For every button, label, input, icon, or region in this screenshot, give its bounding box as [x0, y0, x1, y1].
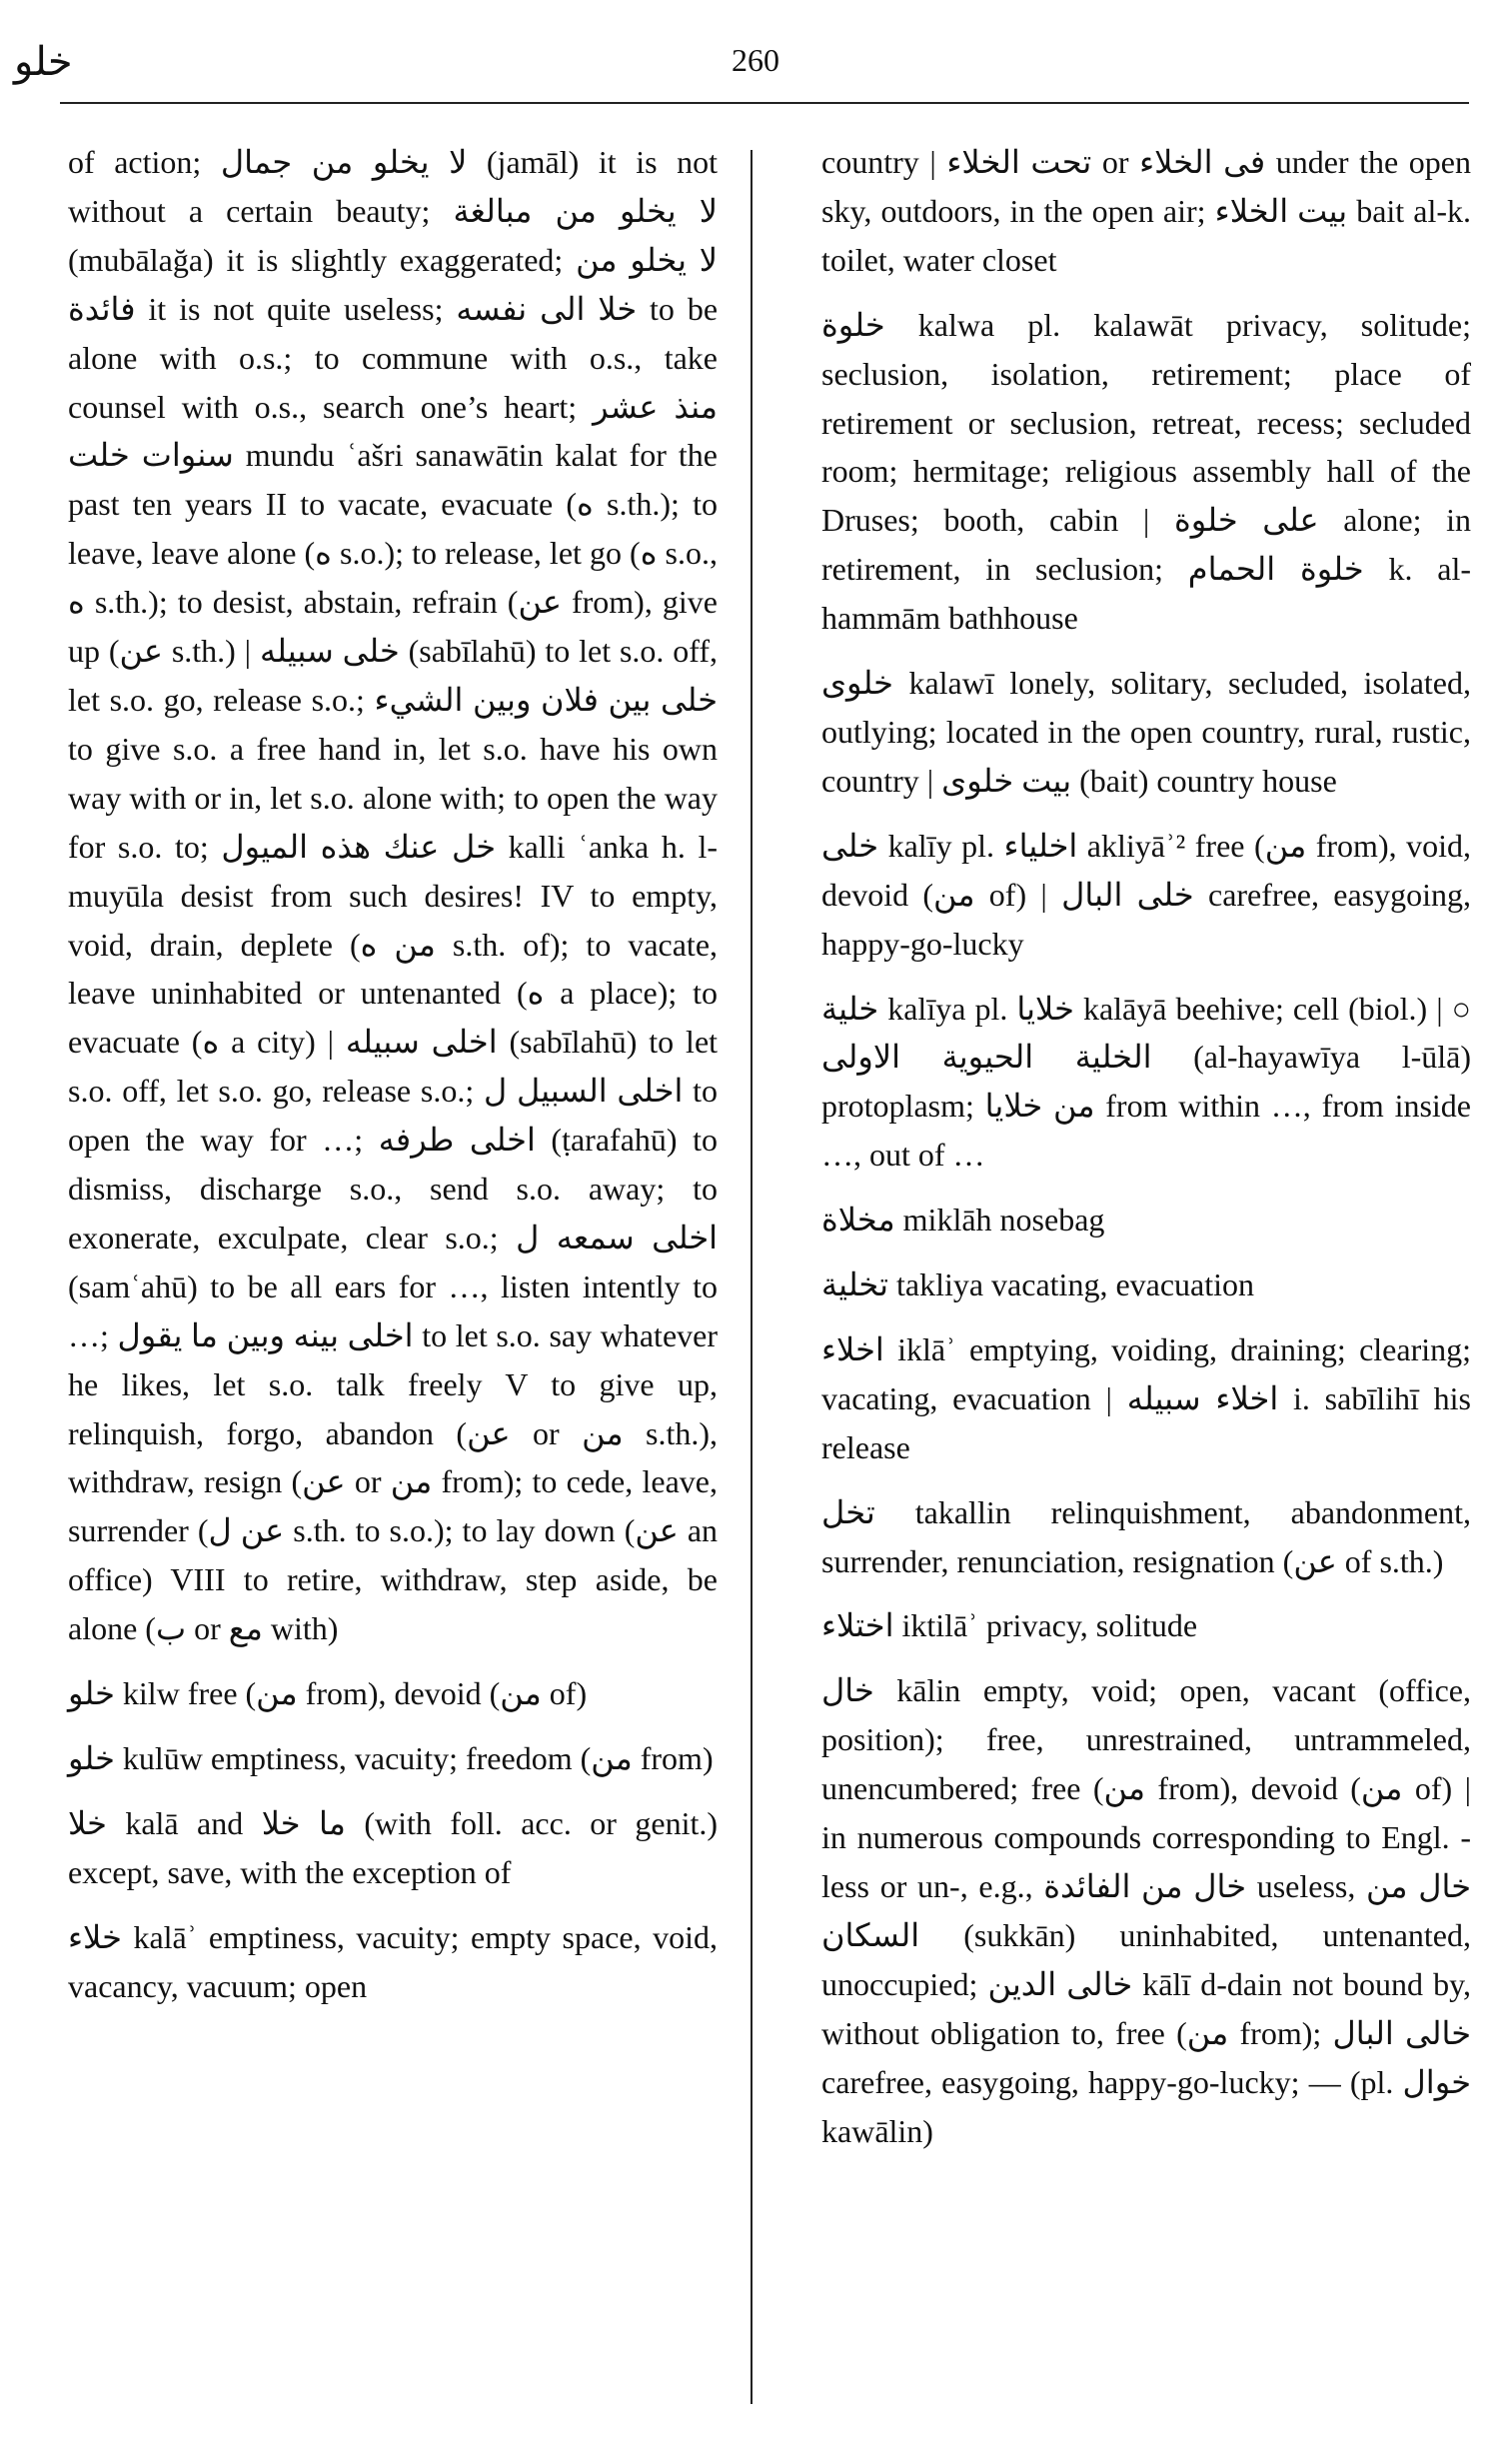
entry-text: country | تحت الخلاء or فى الخلاء under the open sky, outdoors, in the open air; بيت الخلاء bait al-k. toilet, water closet	[821, 144, 1472, 278]
dictionary-entry	[821, 1260, 1471, 1309]
dictionary-entry	[68, 1669, 718, 1718]
header-rule	[60, 102, 1469, 104]
entry-text: خلوى kalawī lonely, solitary, secluded, isolated, outlying; located in the open country, rural, rustic, country | بيت خلوى (bait) country house	[821, 665, 1471, 799]
page-number: 260	[732, 42, 779, 78]
dictionary-entry	[821, 1325, 1471, 1472]
entry-text: خلا kalā and ما خلا (with foll. acc. or genit.) except, save, with the exception of	[68, 1804, 719, 1890]
dictionary-entry	[821, 822, 1471, 969]
entry-text: خلية kalīya pl. خلايا kalāyā beehive; cell (biol.) | ○ الخلية الحيوية الاولى (al-hayawīya l-ūlā) protoplasm; من خلايا from within …, from inside …, out of …	[821, 990, 1472, 1174]
entry-text: اختلاء iktilāʾ privacy, solitude	[821, 1607, 1198, 1644]
entry-text: تخلية takliya vacating, evacuation	[821, 1266, 1255, 1303]
entry-text: مخلاة miklāh nosebag	[821, 1202, 1105, 1238]
column-divider	[751, 150, 753, 2404]
dictionary-entry	[821, 138, 1471, 285]
entry-text: تخل takallin relinquishment, abandonment, surrender, renunciation, resignation (عن of s.th.)	[821, 1493, 1471, 1579]
dictionary-entry	[821, 1488, 1471, 1586]
left-column	[68, 138, 718, 2011]
dictionary-entry	[821, 1666, 1471, 2155]
dictionary-entry	[821, 301, 1471, 643]
entry-text: of action; لا يخلو من جمال (jamāl) it is not without a certain beauty; لا يخلو من مبالغة (mubālağa) it is slightly exaggerated; لا يخلو من فائدة it is not quite useless; خلا الى نفسه to be alone with o.s.; to commune with o.s., take counsel with o.s., search one’s heart; منذ عشر سنوات خلت mundu ʿašri sanawātin kalat for the past ten years II to vacate, evacuate (ه s.th.); to leave, leave alone (ه s.o.); to release, let go (ه s.o., ه s.th.); to desist, abstain, refrain (عن from), give up (عن s.th.) | خلى سبيله (sabīlahū) to let s.o. off, let s.o. go, release s.o.; خلى بين فلان وبين الشيء to give s.o. a free hand in, let s.o. have his own way with or in, let s.o. alone with; to open the way for s.o. to; خل عنك هذه الميول kalli ʿanka h. l-muyūla desist from such desires! IV to empty, void, drain, deplete (من ه s.th. of); to vacate, leave uninhabited or untenanted (ه a place); to evacuate (ه a city) | اخلى سبيله (sabīlahū) to let s.o. off, let s.o. go, release s.o.; اخلى السبيل ل to open the way for …; اخلى طرفه (ṭarafahū) to dismiss, discharge s.o., send s.o. away; to exonerate, exculpate, clear s.o.; اخلى سمعه ل (samʿahū) to be all ears for …, listen intently to …; اخلى بينه وبين ما يقول to let s.o. say whatever he likes, let s.o. talk freely V to give up, relinquish, forgo, abandon (عن or من s.th.), withdraw, resign (عن or من from); to cede, leave, surrender (عن ل s.th. to s.o.); to lay down (عن an office) VIII to retire, withdraw, step aside, be alone (ب or مع with)	[68, 144, 719, 1647]
right-column	[821, 138, 1471, 2155]
dictionary-entry	[68, 1913, 718, 2011]
dictionary-entry	[68, 1734, 718, 1783]
entry-text: خال kālin empty, void; open, vacant (office, position); free, unrestrained, untrammeled, unencumbered; free (من from), devoid (من of) | in numerous compounds corresponding to Engl. -less or un-, e.g., خال من الفائدة useless, خال من السكان (sukkān) uninhabited, untenanted, unoccupied; خالى الدين kālī d-dain not bound by, without obligation to, free (من from); خالى البال carefree, easygoing, happy-go-lucky; — (pl. خوال kawālin)	[821, 1672, 1472, 2149]
entry-text: خلوة kalwa pl. kalawāt privacy, solitude; seclusion, isolation, retirement; place of retirement or seclusion, retreat, recess; secluded room; hermitage; religious assembly hall of the Druses; booth, cabin | على خلوة alone; in retirement, in seclusion; خلوة الحمام k. al-hammām bathhouse	[821, 306, 1472, 637]
dictionary-entry	[68, 1799, 718, 1897]
entry-text: خلو kilw free (من from), devoid (من of)	[68, 1675, 588, 1712]
dictionary-entry	[821, 1196, 1471, 1244]
dictionary-entry	[821, 985, 1471, 1181]
entry-text: اخلاء iklāʾ emptying, voiding, draining; clearing; vacating, evacuation | اخلاء سبيله i. sabīlihī his release	[821, 1330, 1471, 1465]
dictionary-entry	[68, 138, 718, 1653]
dictionary-entry	[821, 1601, 1471, 1650]
header-root-word: خلو	[14, 39, 73, 84]
entry-text: خلى kalīy pl. اخلياء akliyāʾ² free (من from), void, devoid (من of) | خلى البال carefree, easygoing, happy-go-lucky	[821, 827, 1472, 962]
entry-text: خلاء kalāʾ emptiness, vacuity; empty space, void, vacancy, vacuum; open	[68, 1918, 718, 2004]
entry-text: خلو kulūw emptiness, vacuity; freedom (من from)	[68, 1740, 714, 1776]
dictionary-entry	[821, 659, 1471, 806]
